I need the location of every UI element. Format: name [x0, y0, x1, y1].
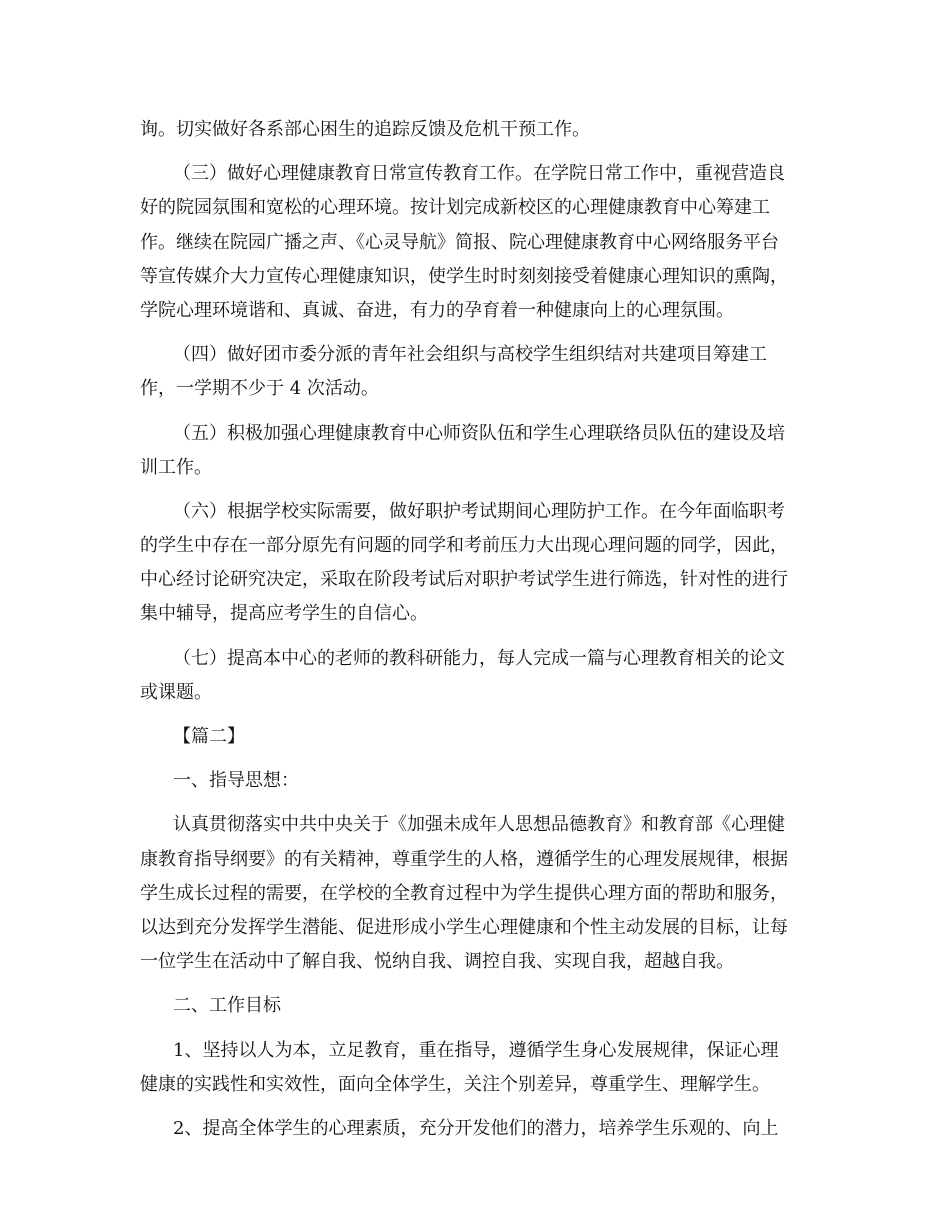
section-heading-part-two [140, 720, 812, 754]
text-line: 或课题。 [140, 681, 212, 703]
heading-line: 【篇二】 [173, 726, 245, 747]
text-line: 好的院园氛围和宽松的心理环境。按计划完成新校区的心理健康教育中心筹建工 [140, 197, 770, 219]
text-line: 中心经讨论研究决定，采取在阶段考试后对职护考试学生进行筛选，针对性的进行 [140, 569, 788, 591]
text-line: （六）根据学校实际需要，做好职护考试期间心理防护工作。在今年面临职考 [173, 500, 785, 522]
text-line: （五）积极加强心理健康教育中心师资队伍和学生心理联络员队伍的建设及培 [173, 422, 785, 444]
text-line: 学生成长过程的需要，在学校的全教育过程中为学生提供心理方面的帮助和服务， [140, 882, 788, 904]
text-line: 等宣传媒介大力宣传心理健康知识，使学生时时刻刻接受着健康心理知识的熏陶， [140, 265, 788, 287]
paragraph-7 [140, 642, 812, 710]
text-line: 认真贯彻落实中共中央关于《加强未成年人思想品德教育》和教育部《心理健 [173, 814, 785, 836]
paragraph-continuation [140, 113, 812, 147]
text-line: 集中辅导，提高应考学生的自信心。 [140, 603, 428, 625]
text-line: 训工作。 [140, 456, 212, 478]
document-body [140, 113, 812, 1146]
paragraph-4 [140, 338, 812, 406]
text-line: 健康的实践性和实效性，面向全体学生，关注个别差异，尊重学生、理解学生。 [140, 1073, 770, 1095]
text-line: （四）做好团市委分派的青年社会组织与高校学生组织结对共建项目筹建工 [173, 344, 767, 366]
paragraph-3 [140, 157, 812, 328]
text-line: （三）做好心理健康教育日常宣传教育工作。在学院日常工作中，重视营造良 [173, 163, 785, 185]
paragraph-5 [140, 417, 812, 485]
text-line: 1、坚持以人为本，立足教育，重在指导，遵循学生身心发展规律，保证心理 [173, 1039, 779, 1061]
text-line: 康教育指导纲要》的有关精神，尊重学生的人格，遵循学生的心理发展规律，根据 [140, 848, 788, 870]
paragraph-6 [140, 495, 812, 632]
heading-work-goals [140, 989, 812, 1023]
paragraph-goal-2 [140, 1112, 812, 1146]
text-line: 学院心理环境谐和、真诚、奋进，有力的孕育着一种健康向上的心理氛围。 [140, 299, 734, 321]
text-line: 的学生中存在一部分原先有问题的同学和考前压力大出现心理问题的同学，因此， [140, 535, 788, 557]
text-line: 作，一学期不少于 4 次活动。 [140, 378, 379, 400]
text-line: 一位学生在活动中了解自我、悦纳自我、调控自我、实现自我，超越自我。 [140, 951, 734, 973]
heading-line: 二、工作目标 [173, 995, 281, 1017]
paragraph-guiding-thought [140, 808, 812, 979]
paragraph-goal-1 [140, 1034, 812, 1102]
text-line: 以达到充分发挥学生潜能、促进形成小学生心理健康和个性主动发展的目标，让每 [140, 916, 788, 938]
text-line: 作。继续在院园广播之声、《心灵导航》简报、院心理健康教育中心网络服务平台 [140, 231, 779, 253]
heading-line: 一、指导思想： [173, 770, 299, 792]
text-line: 2、提高全体学生的心理素质，充分开发他们的潜力，培养学生乐观的、向上 [173, 1117, 779, 1139]
text-line: 询。切实做好各系部心困生的追踪反馈及危机干预工作。 [140, 119, 590, 140]
text-line: （七）提高本中心的老师的教科研能力，每人完成一篇与心理教育相关的论文 [173, 647, 785, 669]
heading-guiding-thought [140, 764, 812, 798]
